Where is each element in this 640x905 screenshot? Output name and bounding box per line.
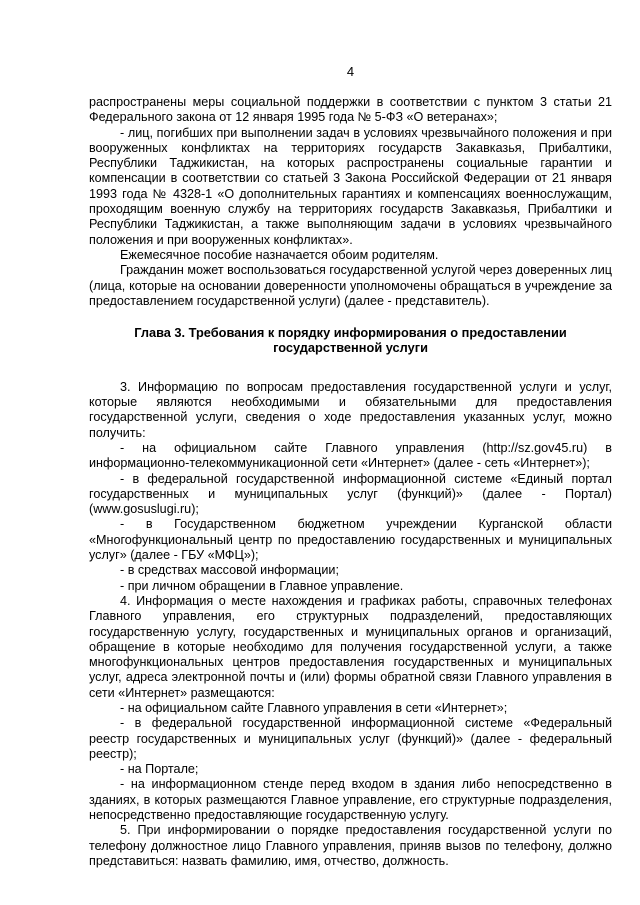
paragraph: - на официальном сайте Главного управления в сети «Интернет»; — [120, 700, 508, 715]
chapter-heading-line1: Глава 3. Требования к порядку информирования о предоставлении — [134, 325, 567, 341]
paragraph: - при личном обращении в Главное управление. — [120, 578, 404, 593]
paragraph: распространены меры социальной поддержки в соответствии с пунктом 3 статьи 21 Федерального закона от 12 января 1995 года № 5-ФЗ «О ветеранах»; — [89, 95, 612, 125]
page-number: 4 — [346, 64, 355, 79]
chapter-heading-line2: государственной услуги — [273, 340, 428, 356]
paragraph: - в Государственном бюджетном учреждении Курганской области «Многофункциональный центр по предоставлению государственных и муниципальных услуг» (далее - ГБУ «МФЦ»); — [89, 517, 612, 563]
paragraph: - на Портале; — [120, 762, 199, 777]
paragraph: - на официальном сайте Главного управления (http://sz.gov45.ru) в информационно-телекоммуникационной сети «Интернет» (далее - сеть «Интернет»); — [89, 440, 612, 471]
paragraph: - в федеральной государственной информационной системе «Федеральный реестр государственных и муниципальных услуг (функций)» (далее - федеральный реестр); — [89, 716, 612, 761]
paragraph: Гражданин может воспользоваться государственной услугой через доверенных лиц (лица, которые на основании доверенности уполномочены обращаться в учреждение за предоставлением государственной услуги) (далее - представитель). — [89, 263, 613, 308]
paragraph: - в федеральной государственной информационной системе «Единый портал государственных и муниципальных услуг (функций)» (далее - Портал) (www.gosuslugi.ru); — [89, 471, 612, 517]
paragraph: - лиц, погибших при выполнении задач в условиях чрезвычайного положения и при вооруженных конфликтах на территориях государств Закавказья, Прибалтики, Республики Таджикистан, на которых распространены социальные гарантии и компенсации в соответствии со статьей 3 Закона Российской Федерации от 21 января 1993 года № 4328-1 «О дополнительных гарантиях и компенсациях военнослужащим, проходящим военную службу на территориях государств Закавказья, Прибалтики и Республики Таджикистан, а также выполняющим задачи в условиях чрезвычайного положения и при вооруженных конфликтах». — [89, 125, 612, 247]
chapter-heading — [89, 325, 612, 356]
paragraph: 5. При информировании о порядке предоставления государственной услуги по телефону должностное лицо Главного управления, приняв вызов по телефону, должно представиться: назвать фамилию, имя, отчество, должность. — [89, 823, 612, 868]
paragraph: - на информационном стенде перед входом в здания либо непосредственно в зданиях, в которых размещаются Главное управление, его структурные подразделения, непосредственно предоставляющие государственную услугу. — [89, 777, 612, 823]
paragraph: Ежемесячное пособие назначается обоим родителям. — [120, 247, 439, 262]
paragraph: - в средствах массовой информации; — [120, 563, 339, 578]
paragraph: 3. Информацию по вопросам предоставления государственной услуги и услуг, которые являются необходимыми и обязательными для предоставления государственной услуги, сведения о ходе предоставления указанных услуг, можно получить: — [89, 379, 612, 440]
paragraph: 4. Информация о месте нахождения и графиках работы, справочных телефонах Главного управления, его структурных подразделений, предоставляющих государственную услугу, государственных и муниципальных органов и организаций, обращение в которые необходимо для получения государственной услуги, а также многофункциональных центров предоставления государственных и муниципальных услуг, адреса электронной почты и (или) формы обратной связи Главного управления в сети «Интернет» размещаются: — [89, 593, 612, 700]
